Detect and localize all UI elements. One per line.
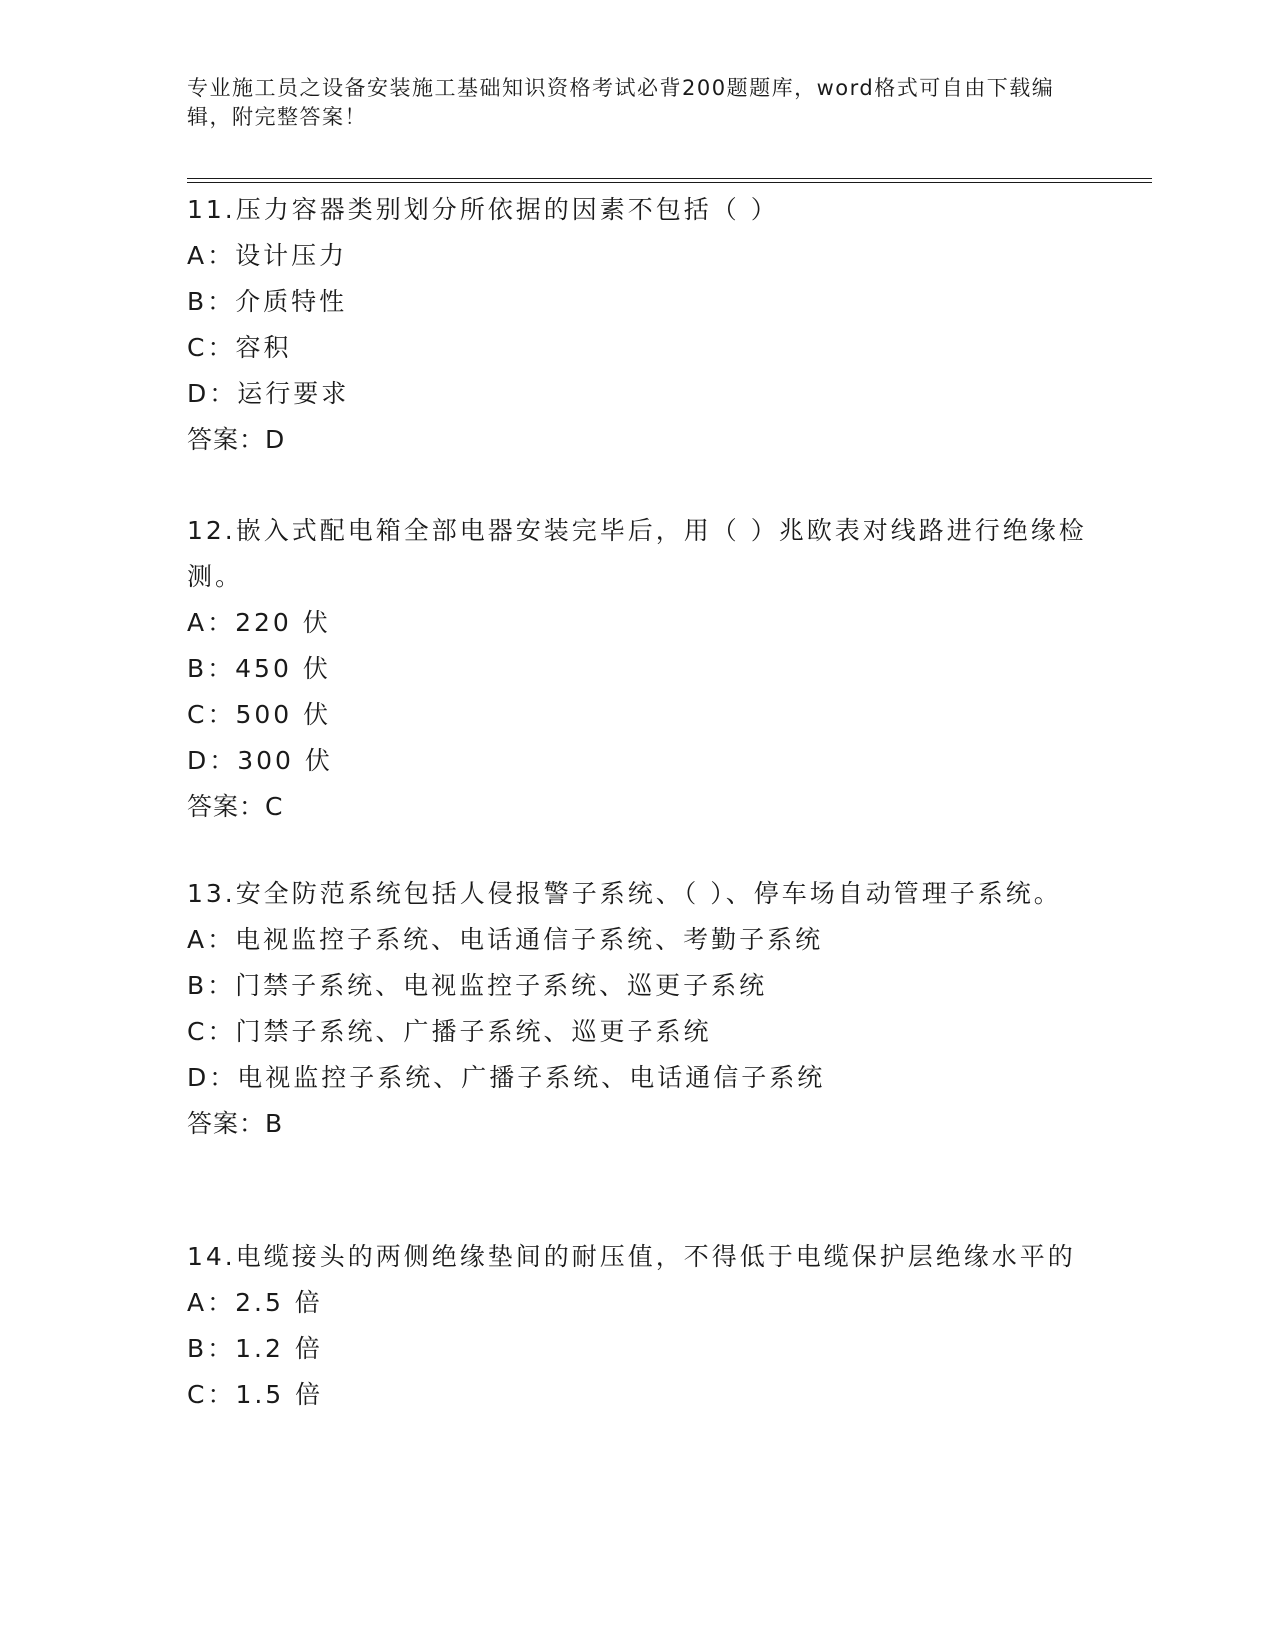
- option-b: B：450 伏: [187, 654, 331, 683]
- option-d: D：运行要求: [187, 379, 350, 408]
- option-b: B：1.2 倍: [187, 1334, 323, 1363]
- option-c: C：1.5 倍: [187, 1380, 324, 1409]
- option-a: A：220 伏: [187, 608, 331, 637]
- question-12: [187, 508, 1087, 830]
- option-a: A：2.5 倍: [187, 1288, 323, 1317]
- option-b: B：介质特性: [187, 287, 348, 316]
- document-header: 专业施工员之设备安装施工基础知识资格考试必背200题题库，word格式可自由下载编辑，附完整答案！: [187, 76, 1055, 129]
- answer-label: 答案：C: [187, 792, 284, 821]
- option-b: B：门禁子系统、电视监控子系统、巡更子系统: [187, 971, 768, 1000]
- answer-label: 答案：D: [187, 425, 286, 454]
- option-c: C：500 伏: [187, 700, 332, 729]
- option-a: A：设计压力: [187, 241, 348, 270]
- question-14: [187, 1234, 1087, 1418]
- option-c: C：容积: [187, 333, 292, 362]
- option-c: C：门禁子系统、广播子系统、巡更子系统: [187, 1017, 712, 1046]
- option-d: D：300 伏: [187, 746, 333, 775]
- option-d: D：电视监控子系统、广播子系统、电话通信子系统: [187, 1063, 826, 1092]
- question-text: 11.压力容器类别划分所依据的因素不包括（ ）: [187, 195, 779, 224]
- option-a: A：电视监控子系统、电话通信子系统、考勤子系统: [187, 925, 824, 954]
- question-11: [187, 187, 1087, 463]
- question-text: 12.嵌入式配电箱全部电器安装完毕后，用（ ）兆欧表对线路进行绝缘检测。: [187, 516, 1087, 591]
- question-text: 13.安全防范系统包括人侵报警子系统、（ ）、停车场自动管理子系统。: [187, 879, 1062, 908]
- question-text: 14.电缆接头的两侧绝缘垫间的耐压值，不得低于电缆保护层绝缘水平的: [187, 1242, 1076, 1271]
- question-13: [187, 871, 1087, 1147]
- answer-label: 答案：B: [187, 1109, 284, 1138]
- header-divider: [187, 178, 1152, 183]
